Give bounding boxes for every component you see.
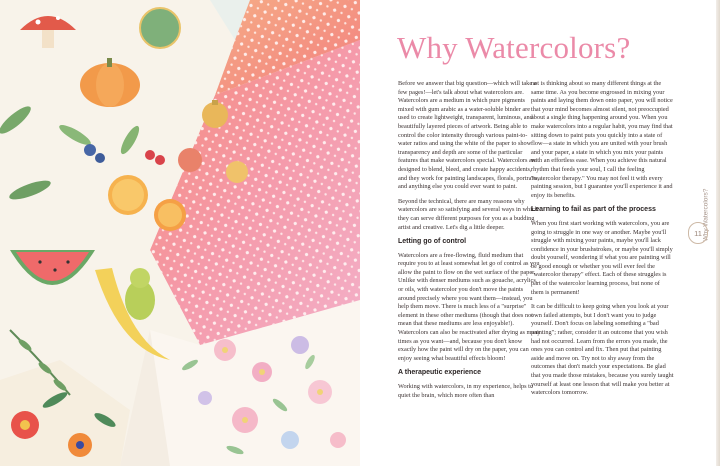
text-page [360,0,720,466]
section-heading: Letting go of control [398,238,467,246]
paragraph: Beyond the technical, there are many reasons why watercolors are so satisfying and several ways in which they can serve different purposes for you as a budding artist and creative. Let's dig a little deeper. [398,197,538,231]
paragraph: It can be difficult to keep going when you look at your own failed attempts, but I don't want you to judge yourself. Don't focus on labeling something a "bad painting"; rather, consider it an outcome that you wish had not occurred. Learn from the errors you made, the ones you can control and fix. Then put that painting aside and move on. Try not to shy away from the outcomes that don't match your expectations. Be glad that you made those mistakes, because you surely taught yourself at least one lesson that will make you better at watercolors tomorrow. [531,303,674,397]
text-column-right [531,80,674,404]
paragraph: Working with watercolors, in my experience, helps to quiet the brain, which more often than [398,383,534,399]
page-number: 11 [688,222,708,244]
text-column-left [398,80,541,406]
paragraph: Before we answer that big question—which will take a few pages!—let's talk about what watercolors are. Watercolors are a medium in which pure pigments mixed with gum arabic as a water-soluble binder are used to create lightweight, transparent, luminous, and beautifully layered pieces of artwork. Being able to control the color intensity through various paint-to-water ratios and using the white of the paper to show transparency and depth are some of the particular features that make watercolors special. Watercolors are designed to blend, bleed, and create happy accidents, and they work for painting landscapes, florals, portraits, and anything else you could ever want to paint. [398,80,539,191]
paragraph: Watercolors are a free-flowing, fluid medium that require you to at least somewhat let go of control as you allow the paint to flow on the wet surface of the paper. Unlike with denser mediums such as gouache, acrylics, or oils, with watercolor you don't move the paints around precisely where you want them—instead, you help them move. There is much less of a "surprise" element in these other mediums (though that does not mean that these mediums are less enjoyable!). Watercolors can also be reactivated after drying as many times as you want—and, because you don't know exactly how the paint will dry on the paper, you can enjoy seeing what beautiful effects bloom! [398,251,541,362]
section-heading: Learning to fail as part of the process [531,206,656,214]
paragraph: not is thinking about so many different things at the same time. As you become engrossed in mixing your paints and laying them down onto paper, you will notice that your mind becomes almost silent, not preoccupied about a single thing happening around you. When you make watercolors into a regular habit, you may find that sitting down to paint puts you quickly into a state of flow—a state in which you are united with your brush and your paper, a state in which you mix your paints with an effortless ease. When you achieve this natural rhythm that feeds your soul, I call the feeling "watercolor therapy." You may not feel it with every painting session, but I guarantee you'll experience it and enjoy its benefits. [531,80,673,199]
running-head-text: Why Watercolors? [702,188,710,242]
section-heading: A therapeutic experience [398,369,481,377]
page-title: Why Watercolors? [397,30,631,65]
page-edge [716,0,720,466]
paragraph: When you first start working with watercolors, you are going to struggle in one way or another. Maybe you'll struggle with mixing your paints, maybe you'll lack confidence in your brushstrokes, or maybe you'll simply doubt yourself, wondering if what you are painting will be good enough or whether you will ever feel the "watercolor therapy" effect. Each of these struggles is part of the watercolor learning process, but none of them is permanent! [531,219,673,296]
